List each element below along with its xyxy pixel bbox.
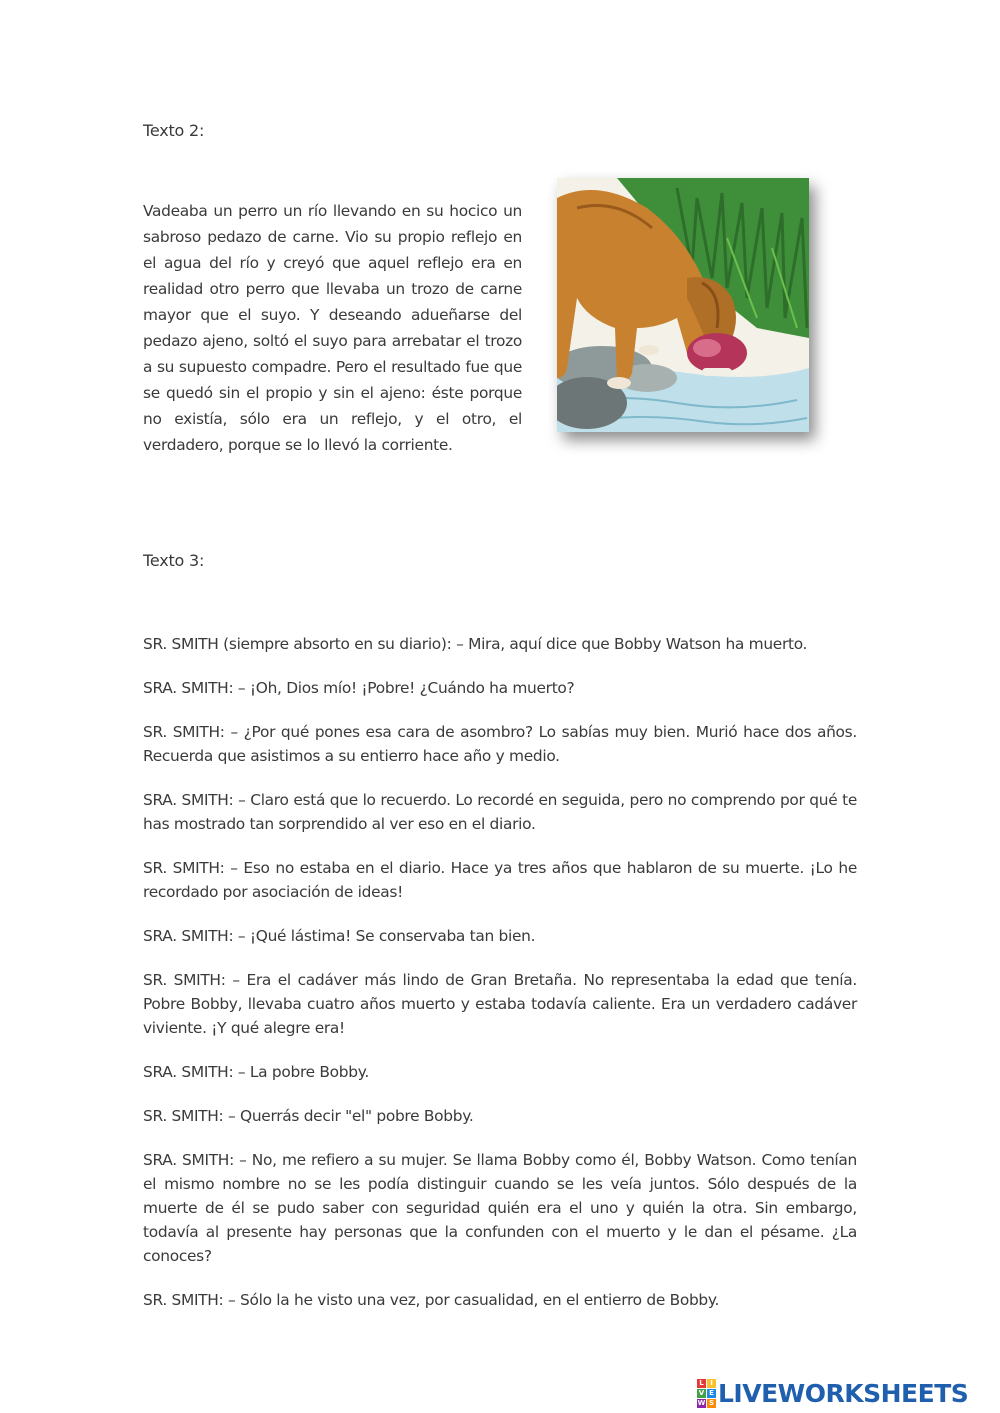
dialogue-list (143, 632, 857, 1332)
dog-with-meat-icon (557, 178, 809, 432)
mark-tile: E (707, 1389, 716, 1398)
dialogue-line: SRA. SMITH: – ¡Oh, Dios mío! ¡Pobre! ¿Cuándo ha muerto? (143, 679, 575, 697)
dialogue-line: SR. SMITH: – ¿Por qué pones esa cara de asombro? Lo sabías muy bien. Murió hace dos años. Recuerda que asistimos a su entierro hace año y medio. (143, 723, 857, 765)
texto-3-heading: Texto 3: (143, 551, 205, 570)
liveworksheets-wordmark: LIVEWORKSHEETS (718, 1378, 969, 1408)
liveworksheets-mark-icon (697, 1379, 716, 1408)
dialogue-line: SRA. SMITH: – No, me refiero a su mujer. Se llama Bobby como él, Bobby Watson. Como tenían el mismo nombre no se les podía distinguir cuando se les veía juntos. Sólo después de la muerte de él se pudo saber con seguridad quién era el uno y quién la otra. Sin embargo, todavía al presente hay personas que la confunden con el muerto y le dan el pésame. ¿La conoces? (143, 1151, 857, 1265)
dialogue-line: SR. SMITH: – Era el cadáver más lindo de Gran Bretaña. No representaba la edad que tenía. Pobre Bobby, llevaba cuatro años muerto y estaba todavía caliente. Era un verdadero cadáver viviente. ¡Y qué alegre era! (143, 971, 857, 1037)
mark-tile: I (707, 1379, 716, 1388)
mark-tile: L (697, 1379, 706, 1388)
dialogue-line: SRA. SMITH: – ¡Qué lástima! Se conservaba tan bien. (143, 927, 536, 945)
liveworksheets-logo[interactable] (697, 1377, 968, 1409)
mark-tile: W (697, 1398, 706, 1407)
dialogue-line: SR. SMITH: – Querrás decir "el" pobre Bobby. (143, 1107, 474, 1125)
dialogue-line: SRA. SMITH: – Claro está que lo recuerdo. Lo recordé en seguida, pero no comprendo por qué te has mostrado tan sorprendido al ver eso en el diario. (143, 791, 857, 833)
dialogue-line: SRA. SMITH: – La pobre Bobby. (143, 1063, 369, 1081)
dialogue-line: SR. SMITH (siempre absorto en su diario): – Mira, aquí dice que Bobby Watson ha muerto. (143, 635, 808, 653)
mark-tile: S (708, 1398, 715, 1407)
fable-paragraph: Vadeaba un perro un río llevando en su hocico un sabroso pedazo de carne. Vio su propio reflejo en el agua del río y creyó que aquel reflejo era en realidad otro perro que llevaba un trozo de carne mayor que el suyo. Y deseando adueñarse del pedazo ajeno, soltó el suyo para arrebatar el trozo a su supuesto compadre. Pero el resultado fue que se quedó sin el propio y sin el ajeno: éste porque no existía, sólo era un reflejo, y el otro, el verdadero, porque se lo llevó la corriente. (143, 202, 522, 454)
texto-2-heading: Texto 2: (143, 121, 205, 140)
dog-river-illustration (557, 178, 809, 432)
dialogue-line: SR. SMITH: – Eso no estaba en el diario. Hace ya tres años que hablaron de su muerte. ¡Lo he recordado por asociación de ideas! (143, 859, 857, 901)
mark-tile: V (698, 1388, 705, 1397)
dialogue-line: SR. SMITH: – Sólo la he visto una vez, por casualidad, en el entierro de Bobby. (143, 1291, 720, 1309)
